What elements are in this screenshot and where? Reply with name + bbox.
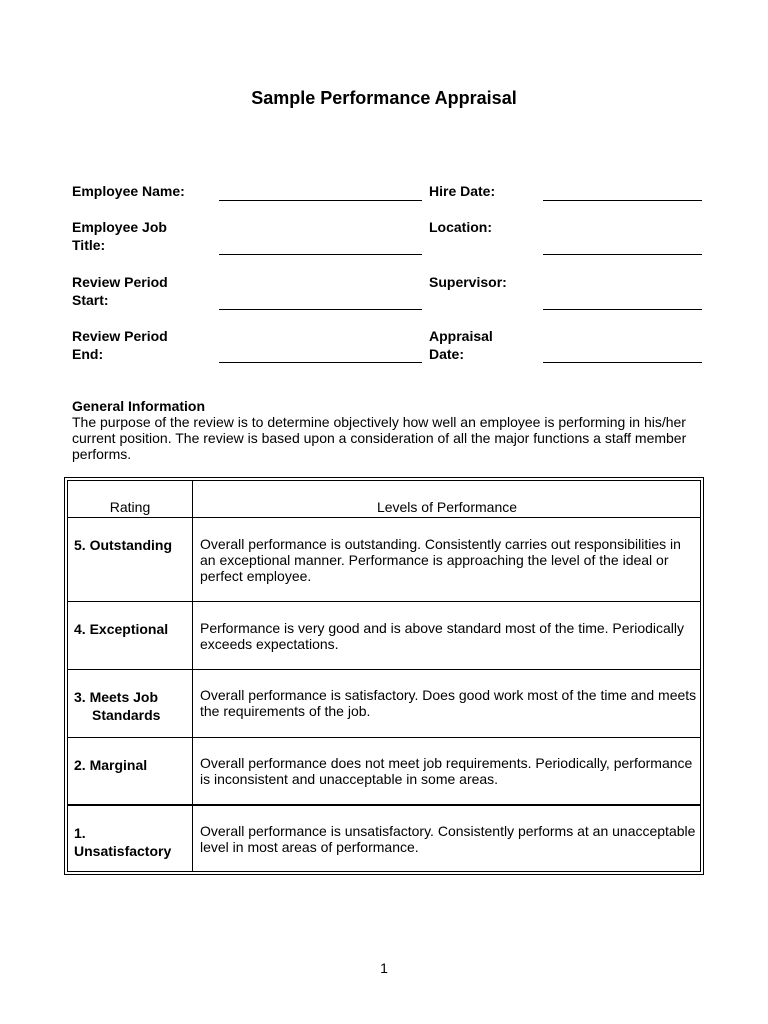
review-end-label-line1: Review Period xyxy=(72,328,168,344)
location-line[interactable] xyxy=(543,254,702,255)
desc-meets-job-standards: Overall performance is satisfactory. Does good work most of the time and meets the requirements of the job. xyxy=(200,687,697,719)
desc-marginal: Overall performance does not meet job requirements. Periodically, performance is inconsistent and unacceptable in some areas. xyxy=(200,755,693,787)
employee-name-label: Employee Name: xyxy=(72,183,185,199)
general-information-heading: General Information xyxy=(72,398,206,414)
job-title-line[interactable] xyxy=(219,254,422,255)
rating-marginal: 2. Marginal xyxy=(74,757,148,773)
header-rating: Rating xyxy=(109,499,151,515)
column-divider xyxy=(192,481,193,871)
review-end-label-line2: End: xyxy=(72,346,104,362)
supervisor-label: Supervisor: xyxy=(429,274,507,290)
supervisor-line[interactable] xyxy=(543,309,702,310)
rating-exceptional: 4. Exceptional xyxy=(74,621,169,637)
desc-unsatisfactory: Overall performance is unsatisfactory. Consistently performs at an unacceptable level in most areas of performance. xyxy=(200,823,696,855)
page-number: 1 xyxy=(380,960,388,976)
rating-meets-job-standards-line2: Standards xyxy=(92,707,161,723)
rating-unsatisfactory-line2: Unsatisfactory xyxy=(74,843,172,859)
row-divider xyxy=(68,601,700,602)
desc-outstanding: Overall performance is outstanding. Consistently carries out responsibilities in an exceptional manner. Performance is approaching the level of the ideal or perfect employee. xyxy=(200,536,681,584)
general-information-text: The purpose of the review is to determine objectively how well an employee is performing in his/her current position. The review is based upon a consideration of all the major functions a staff member performs. xyxy=(72,414,687,462)
rating-unsatisfactory-line1: 1. xyxy=(74,825,86,841)
row-divider xyxy=(68,517,700,518)
performance-rating-table xyxy=(64,477,704,875)
hire-date-label: Hire Date: xyxy=(429,183,496,199)
appraisal-date-line[interactable] xyxy=(543,362,702,363)
document-title: Sample Performance Appraisal xyxy=(251,88,517,108)
review-start-label-line2: Start: xyxy=(72,292,109,308)
table-inner-border xyxy=(67,480,701,872)
rating-meets-job-standards-line1: 3. Meets Job xyxy=(74,689,159,705)
rating-outstanding: 5. Outstanding xyxy=(74,537,172,553)
row-divider xyxy=(68,737,700,738)
review-start-label-line1: Review Period xyxy=(72,274,168,290)
header-levels-of-performance: Levels of Performance xyxy=(376,499,518,515)
job-title-label-line1: Employee Job xyxy=(72,219,167,235)
row-divider xyxy=(68,804,700,806)
desc-exceptional: Performance is very good and is above standard most of the time. Periodically exceeds expectations. xyxy=(200,620,685,652)
review-start-line[interactable] xyxy=(219,309,422,310)
appraisal-date-label-line1: Appraisal xyxy=(429,328,493,344)
job-title-label-line2: Title: xyxy=(72,237,106,253)
location-label: Location: xyxy=(429,219,492,235)
employee-name-line[interactable] xyxy=(219,200,422,201)
appraisal-date-label-line2: Date: xyxy=(429,346,465,362)
row-divider xyxy=(68,669,700,670)
hire-date-line[interactable] xyxy=(543,200,702,201)
review-end-line[interactable] xyxy=(219,362,422,363)
